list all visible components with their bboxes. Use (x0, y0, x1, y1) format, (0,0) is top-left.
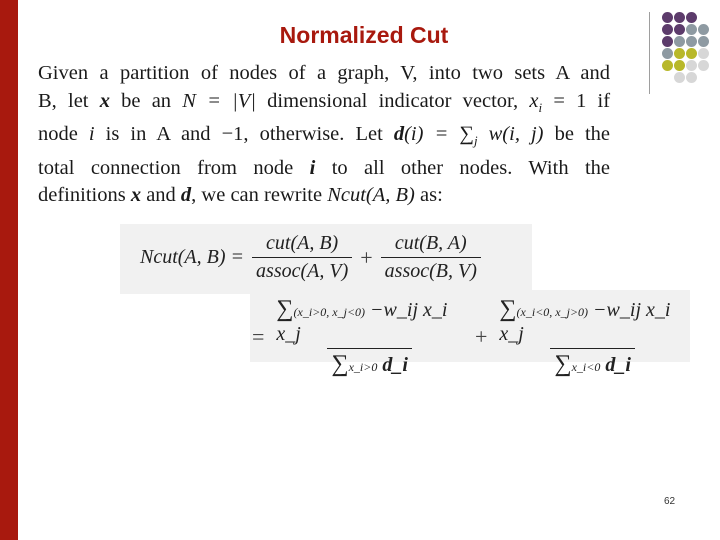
dot (674, 36, 685, 47)
dot (686, 60, 697, 71)
dot (686, 72, 697, 83)
math-sub-i: i (538, 99, 543, 115)
sum-term: d_i (382, 354, 408, 376)
fraction-expanded-1 (272, 296, 467, 378)
math-xi (529, 89, 543, 115)
math-ncut: Ncut(A, B) (327, 184, 415, 207)
left-accent-bar (0, 0, 18, 540)
text: total connection from node (38, 156, 294, 179)
dot (662, 12, 673, 23)
sum-term: d_i (605, 354, 631, 376)
fraction-numerator (272, 296, 467, 348)
sum-subscript: (x_i>0, x_j<0) (293, 305, 366, 319)
fraction-numerator: cut(A, B) (266, 232, 339, 254)
math-sum: (i) = ∑ (404, 123, 474, 146)
paragraph-line-3 (38, 121, 610, 155)
dot (686, 36, 697, 47)
fraction-denominator: assoc(B, V) (381, 257, 481, 283)
dot (662, 36, 673, 47)
dot (674, 24, 685, 35)
math-i: i (309, 156, 316, 179)
dot (698, 60, 709, 71)
sum-term: −w_ij x_i x_j (276, 299, 448, 345)
math-d-vector: d (180, 184, 192, 207)
text: and (146, 184, 176, 207)
sum-symbol: ∑ (276, 296, 294, 322)
text: Given a partition of nodes of a graph, V, into two sets A and (38, 62, 610, 84)
dot (686, 12, 697, 23)
fraction-denominator (327, 348, 411, 378)
equals-sign: = (252, 324, 265, 349)
math-x: x (529, 89, 539, 112)
sum-symbol: ∑ (554, 351, 572, 377)
dot (674, 12, 685, 23)
sum-symbol: ∑ (499, 296, 517, 322)
sum-symbol: ∑ (331, 351, 349, 377)
text: is in A and −1, otherwise. Let (105, 123, 383, 146)
equation-ncut-definition (120, 224, 532, 294)
dot (698, 36, 709, 47)
sum-term: −w_ij x_i x_j (499, 299, 671, 345)
text: to all other nodes. With the (331, 156, 611, 179)
dot (698, 48, 709, 59)
math-sub-j: j (473, 133, 478, 149)
decorative-dot-grid (656, 12, 720, 94)
fraction-cut-ab (252, 232, 352, 283)
plus-sign: + (475, 324, 488, 349)
dot (686, 48, 697, 59)
fraction-expanded-2 (495, 296, 690, 378)
dot (662, 60, 673, 71)
page-number: 62 (664, 496, 676, 507)
text: be the (554, 123, 611, 146)
text: dimensional indicator vector, (267, 89, 519, 112)
dot (662, 24, 673, 35)
math-d-vector: d (393, 123, 405, 146)
math-i: i (88, 123, 95, 146)
dot (674, 60, 685, 71)
equation-lhs: Ncut(A, B) = (140, 246, 245, 268)
dot (674, 48, 685, 59)
text: , we can rewrite (191, 184, 323, 207)
fraction-numerator (495, 296, 690, 348)
fraction-denominator: assoc(A, V) (252, 257, 352, 283)
dot (674, 72, 685, 83)
math-x-vector: x (130, 184, 142, 207)
math-x-vector: x (99, 89, 110, 112)
fraction-cut-ba (381, 232, 481, 283)
sum-subscript: (x_i<0, x_j>0) (516, 305, 589, 319)
math-w: w(i, j) (488, 123, 544, 146)
text: as: (420, 184, 443, 207)
text: node (38, 123, 78, 146)
text: be an (121, 89, 172, 112)
plus-sign: + (360, 244, 373, 270)
paragraph-line-2 (38, 88, 610, 122)
dot (698, 24, 709, 35)
text: = 1 if (553, 89, 611, 112)
fraction-numerator: cut(B, A) (394, 232, 467, 254)
paragraph-line-1 (38, 60, 610, 88)
sum-subscript: x_i>0 (348, 360, 378, 374)
equation-ncut-expanded (250, 290, 690, 377)
dot (686, 24, 697, 35)
divider-line (649, 12, 650, 94)
sum-subscript: x_i<0 (571, 360, 601, 374)
paragraph-line-5 (38, 182, 610, 210)
paragraph-line-4 (38, 155, 610, 183)
text: B, let (38, 89, 89, 112)
slide-title: Normalized Cut (279, 22, 449, 48)
body-paragraph (38, 60, 610, 210)
dot (662, 48, 673, 59)
fraction-denominator (550, 348, 634, 378)
math-n-equals-v: N = |V| (182, 89, 256, 112)
text: definitions (38, 184, 126, 207)
